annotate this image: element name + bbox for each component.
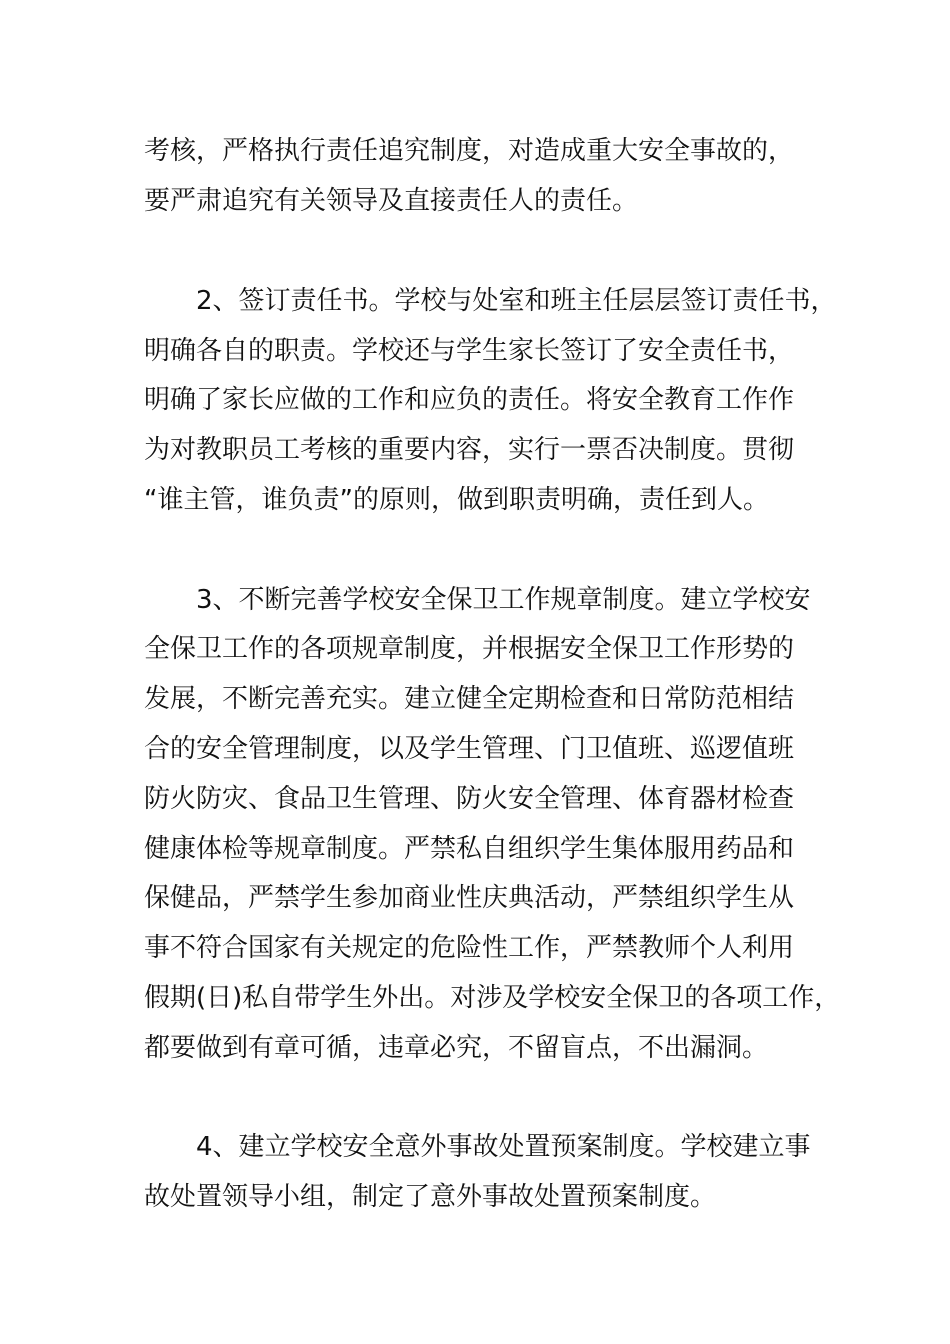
paragraph-3-line-10: 都要做到有章可循，违章必究，不留盲点，不出漏洞。 bbox=[144, 1033, 769, 1063]
paragraph-3-line-4: 合的安全管理制度，以及学生管理、门卫值班、巡逻值班 bbox=[144, 734, 795, 764]
paragraph-3-line-9: 假期(日)私自带学生外出。对涉及学校安全保卫的各项工作， bbox=[144, 983, 841, 1013]
paragraph-1-line-2: 要严肃追究有关领导及直接责任人的责任。 bbox=[144, 186, 639, 216]
paragraph-3-line-1: 3、不断完善学校安全保卫工作规章制度。建立学校安 bbox=[196, 585, 811, 615]
paragraph-3-line-7: 保健品，严禁学生参加商业性庆典活动，严禁组织学生从 bbox=[144, 883, 795, 913]
paragraph-3-line-6: 健康体检等规章制度。严禁私自组织学生集体服用药品和 bbox=[144, 834, 795, 864]
paragraph-3-line-5: 防火防灾、食品卫生管理、防火安全管理、体育器材检查 bbox=[144, 784, 795, 814]
paragraph-2-line-3: 明确了家长应做的工作和应负的责任。将安全教育工作作 bbox=[144, 385, 795, 415]
paragraph-4-line-2: 故处置领导小组，制定了意外事故处置预案制度。 bbox=[144, 1182, 717, 1212]
paragraph-3-line-3: 发展，不断完善充实。建立健全定期检查和日常防范相结 bbox=[144, 684, 795, 714]
paragraph-2-line-2: 明确各自的职责。学校还与学生家长签订了安全责任书， bbox=[144, 336, 795, 366]
paragraph-3-line-8: 事不符合国家有关规定的危险性工作，严禁教师个人利用 bbox=[144, 933, 795, 963]
paragraph-4-line-1: 4、建立学校安全意外事故处置预案制度。学校建立事 bbox=[196, 1132, 811, 1162]
paragraph-2-line-4: 为对教职员工考核的重要内容，实行一票否决制度。贯彻 bbox=[144, 435, 795, 465]
paragraph-3-line-2: 全保卫工作的各项规章制度，并根据安全保卫工作形势的 bbox=[144, 634, 795, 664]
paragraph-1-line-1: 考核，严格执行责任追究制度，对造成重大安全事故的， bbox=[144, 136, 795, 166]
paragraph-2-line-5: “谁主管，谁负责”的原则，做到职责明确，责任到人。 bbox=[144, 485, 769, 515]
paragraph-2-line-1: 2、签订责任书。学校与处室和班主任层层签订责任书， bbox=[196, 286, 837, 316]
